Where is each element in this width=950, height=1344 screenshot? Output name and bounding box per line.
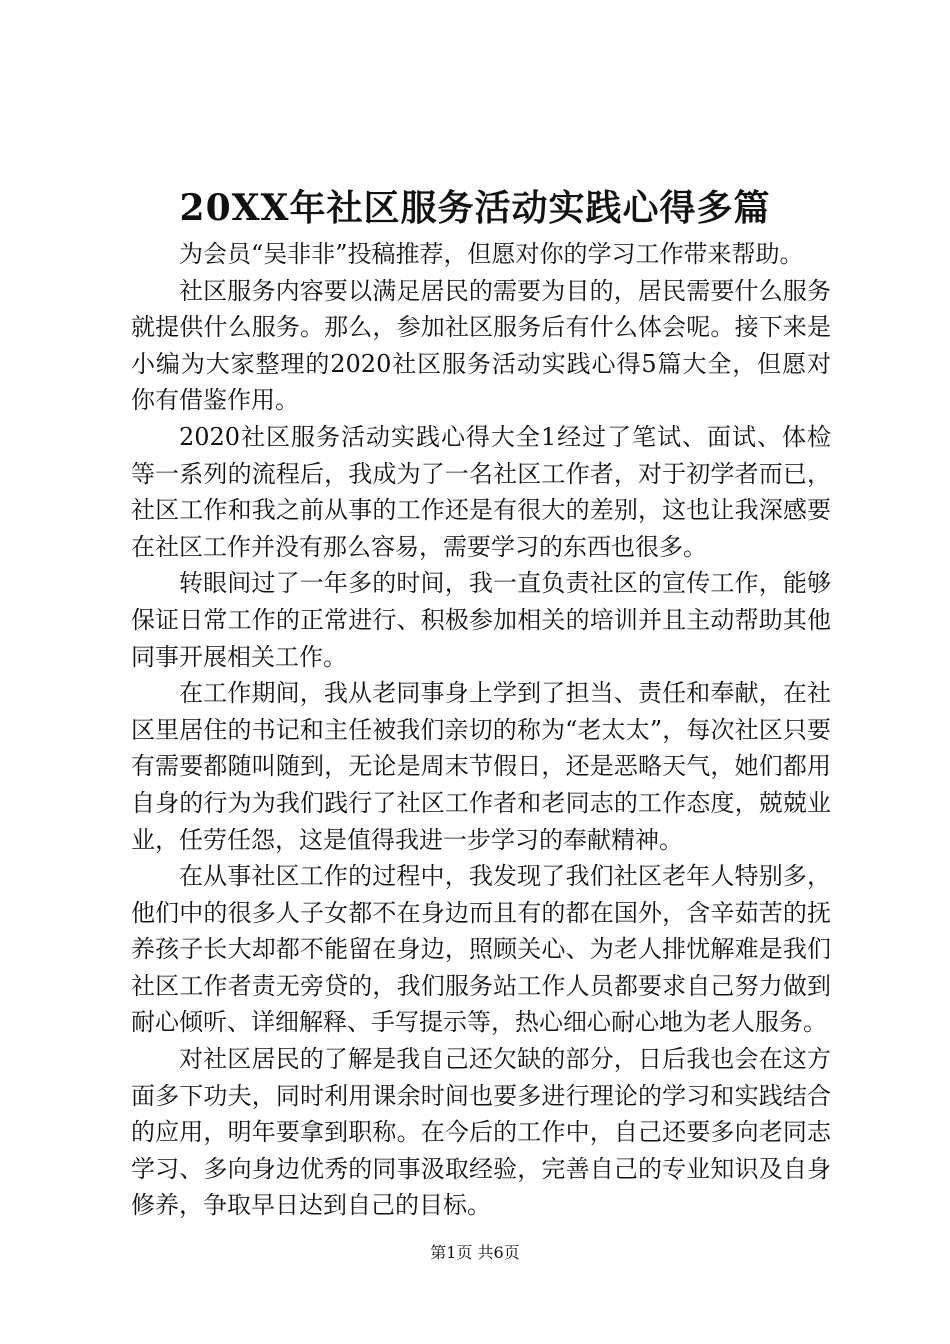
paragraph: 社区服务内容要以满足居民的需要为目的，居民需要什么服务就提供什么服务。那么，参加社区服务后有什么体会呢。接下来是小编为大家整理的2020社区服务活动实践心得5篇大全，但愿对你有借鉴作用。 bbox=[131, 276, 831, 415]
paragraph: 为会员“吴非非”投稿推荐，但愿对你的学习工作带来帮助。 bbox=[179, 240, 804, 268]
page-footer: 第1页 共6页 bbox=[430, 1243, 520, 1262]
paragraph: 2020社区服务活动实践心得大全1经过了笔试、面试、体检等一系列的流程后，我成为了一名社区工作者，对于初学者而已，社区工作和我之前从事的工作还是有很大的差别，这也让我深感要在社区工作并没有那么容易，需要学习的东西也很多。 bbox=[131, 422, 831, 561]
paragraph: 在从事社区工作的过程中，我发现了我们社区老年人特别多，他们中的很多人子女都不在身边而且有的都在国外，含辛茹苦的抚养孩子长大却都不能留在身边，照顾关心、为老人排忧解难是我们社区工作者责无旁贷的，我们服务站工作人员都要求自己努力做到耐心倾听、详细解释、手写提示等，热心细心耐心地为老人服务。 bbox=[131, 862, 831, 1037]
document-body bbox=[131, 236, 831, 1224]
paragraph: 转眼间过了一年多的时间，我一直负责社区的宣传工作，能够保证日常工作的正常进行、积极参加相关的培训并且主动帮助其他同事开展相关工作。 bbox=[131, 569, 831, 671]
document-title: 20XX年社区服务活动实践心得多篇 bbox=[179, 187, 771, 229]
paragraph: 对社区居民的了解是我自己还欠缺的部分，日后我也会在这方面多下功夫，同时利用课余时间也要多进行理论的学习和实践结合的应用，明年要拿到职称。在今后的工作中，自己还要多向老同志学习、多向身边优秀的同事汲取经验，完善自己的专业知识及自身修养，争取早日达到自己的目标。 bbox=[131, 1045, 831, 1220]
paragraph: 在工作期间，我从老同事身上学到了担当、责任和奉献，在社区里居住的书记和主任被我们亲切的称为“老太太”，每次社区只要有需要都随叫随到，无论是周末节假日，还是恶略天气，她们都用自身的行为为我们践行了社区工作者和老同志的工作态度，兢兢业业，任劳任怨，这是值得我进一步学习的奉献精神。 bbox=[131, 679, 831, 854]
